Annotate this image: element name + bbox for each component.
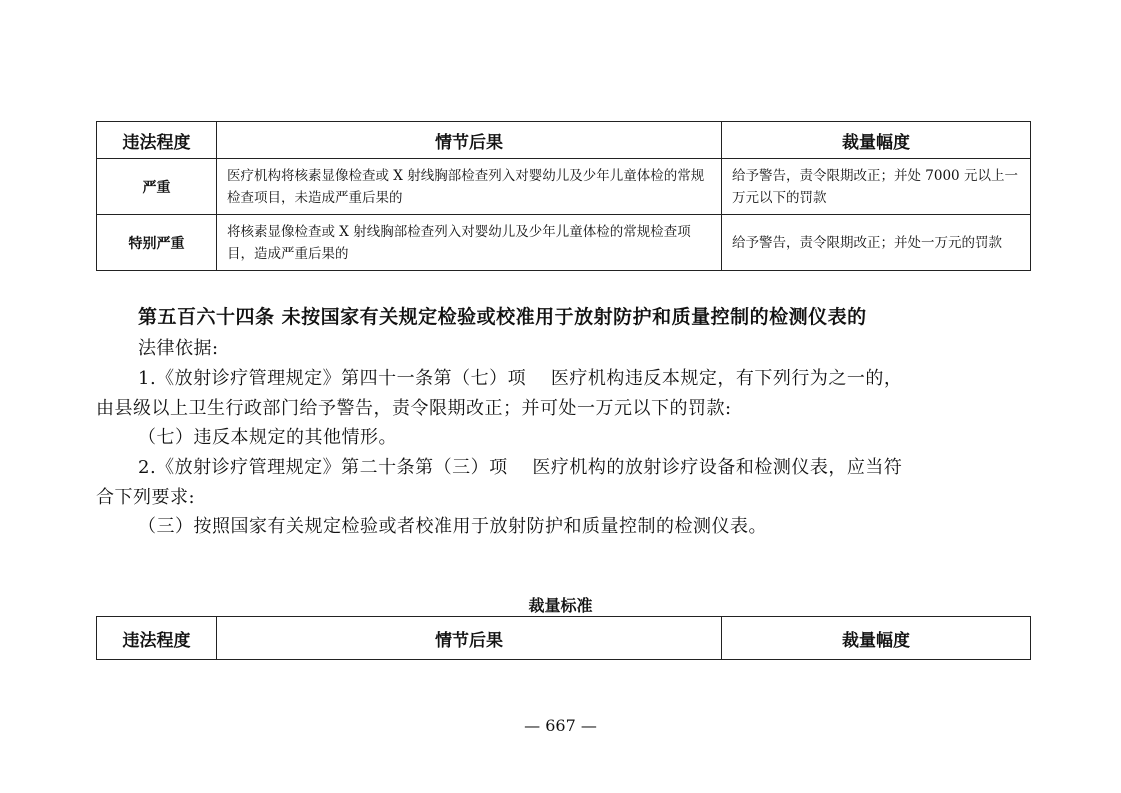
header-penalty-range: 裁量幅度	[722, 617, 1031, 660]
header-circumstance: 情节后果	[217, 617, 722, 660]
legal-basis-1-item: （七）违反本规定的其他情形。	[138, 427, 397, 448]
penalty-range-cell: 给予警告，责令限期改正；并处 7000 元以上一万元以下的罚款	[722, 159, 1031, 215]
discretion-table-top	[96, 121, 1031, 271]
header-penalty-range: 裁量幅度	[722, 122, 1031, 159]
table-header-row	[97, 617, 1031, 660]
table-row	[97, 215, 1031, 271]
legal-basis-1-line1: 1.《放射诊疗管理规定》第四十一条第（七）项 医疗机构违反本规定，有下列行为之一的，	[138, 368, 903, 389]
header-circumstance: 情节后果	[217, 122, 722, 159]
violation-level-cell: 特别严重	[97, 215, 217, 271]
circumstance-cell: 医疗机构将核素显像检查或 X 射线胸部检查列入对婴幼儿及少年儿童体检的常规检查项目，未造成严重后果的	[217, 159, 722, 215]
violation-level-cell: 严重	[97, 159, 217, 215]
circumstance-cell: 将核素显像检查或 X 射线胸部检查列入对婴幼儿及少年儿童体检的常规检查项目，造成严重后果的	[217, 215, 722, 271]
penalty-range-cell: 给予警告，责令限期改正；并处一万元的罚款	[722, 215, 1031, 271]
legal-basis-2-line1: 2.《放射诊疗管理规定》第二十条第（三）项 医疗机构的放射诊疗设备和检测仪表，应当符	[138, 457, 903, 478]
table-header-row	[97, 122, 1031, 159]
header-violation-level: 违法程度	[97, 617, 217, 660]
legal-basis-1-line2: 由县级以上卫生行政部门给予警告，责令限期改正；并可处一万元以下的罚款:	[96, 398, 732, 419]
page-number: — 667 —	[524, 716, 597, 735]
article-title: 第五百六十四条 未按国家有关规定检验或校准用于放射防护和质量控制的检测仪表的	[138, 306, 867, 328]
table-caption: 裁量标准	[528, 596, 593, 615]
legal-basis-label: 法律依据:	[138, 338, 219, 359]
legal-basis-2-item: （三）按照国家有关规定检验或者校准用于放射防护和质量控制的检测仪表。	[138, 516, 767, 537]
legal-basis-2-line2: 合下列要求:	[96, 487, 196, 508]
header-violation-level: 违法程度	[97, 122, 217, 159]
table-row	[97, 159, 1031, 215]
discretion-table-bottom	[96, 616, 1031, 660]
